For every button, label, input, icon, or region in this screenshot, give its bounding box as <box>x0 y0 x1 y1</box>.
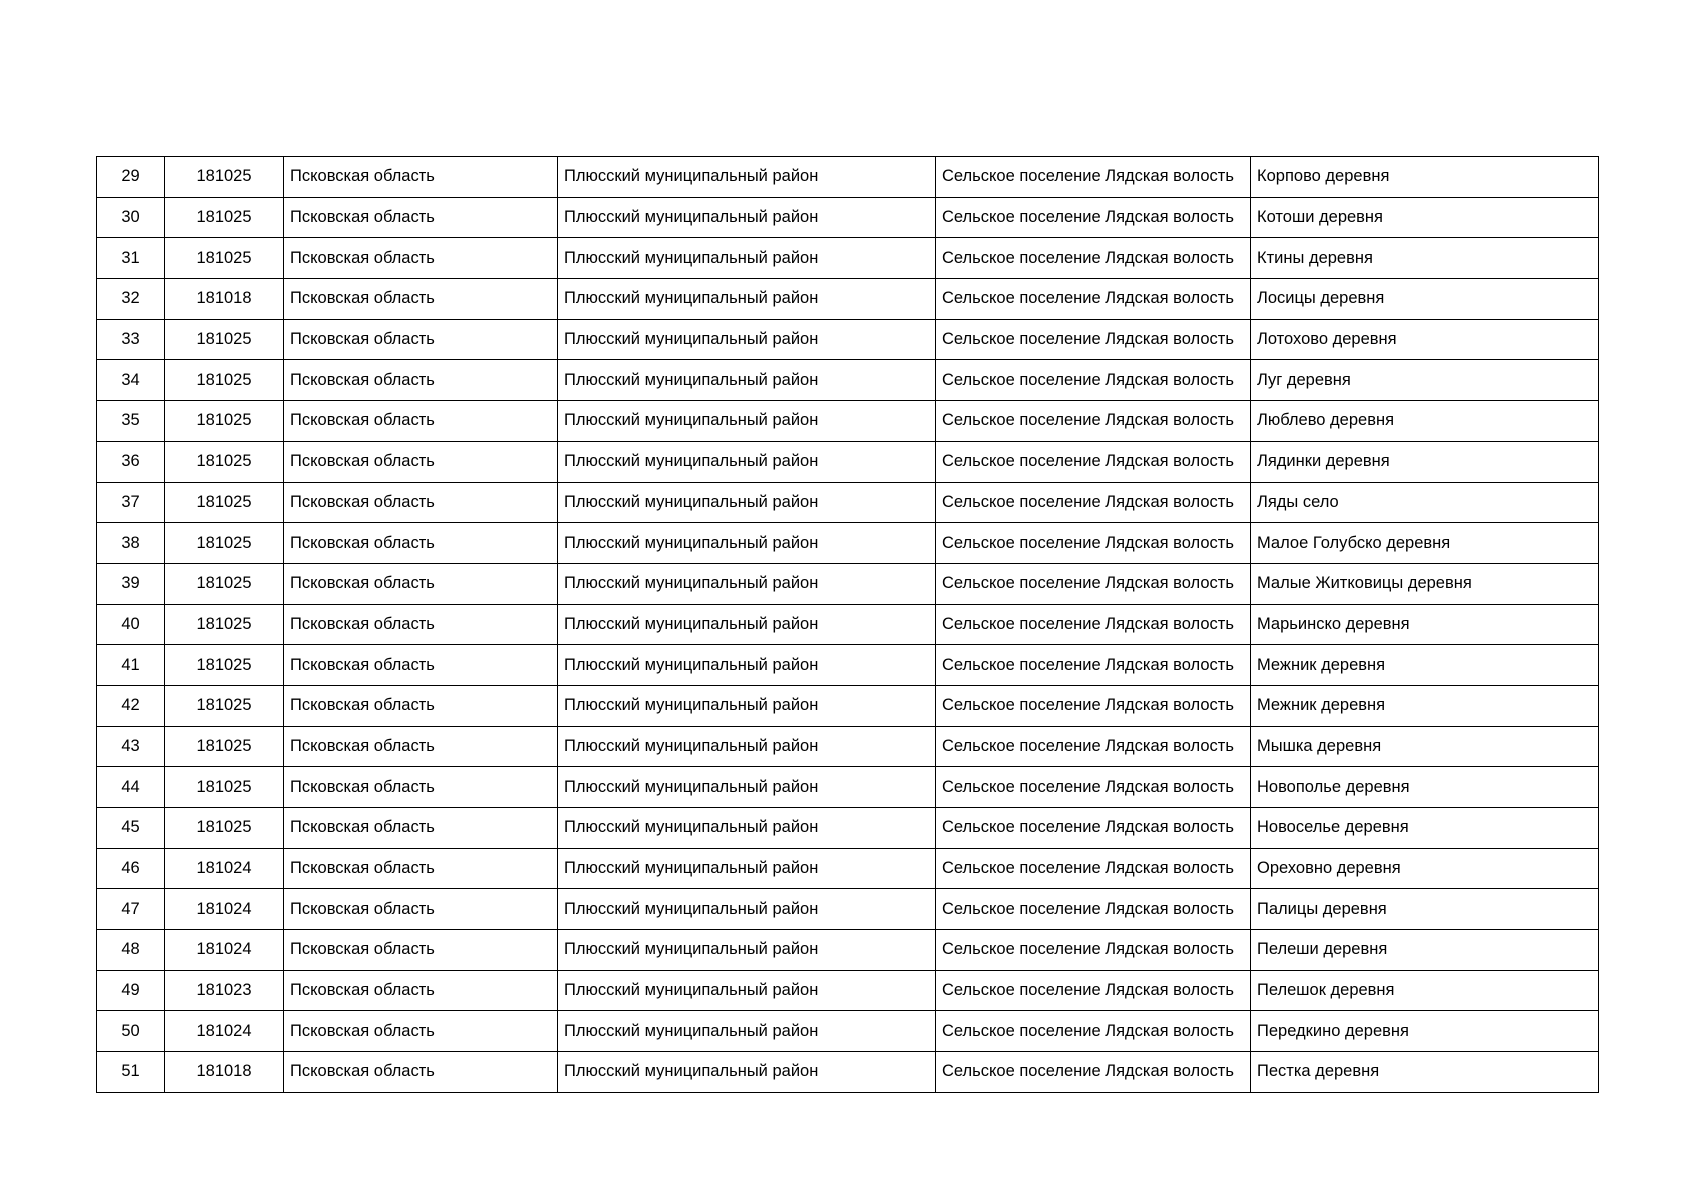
district-cell: Плюсский муниципальный район <box>558 523 936 564</box>
district-cell: Плюсский муниципальный район <box>558 808 936 849</box>
locality-cell: Малые Житковицы деревня <box>1251 563 1599 604</box>
district-cell: Плюсский муниципальный район <box>558 563 936 604</box>
district-cell: Плюсский муниципальный район <box>558 970 936 1011</box>
settlement-cell: Сельское поселение Лядская волость <box>936 401 1251 442</box>
postal-code-cell: 181025 <box>165 645 284 686</box>
table-row <box>97 604 1599 645</box>
row-number-cell: 35 <box>97 401 165 442</box>
row-number-cell: 40 <box>97 604 165 645</box>
settlement-cell: Сельское поселение Лядская волость <box>936 279 1251 320</box>
district-cell: Плюсский муниципальный район <box>558 685 936 726</box>
locality-cell: Передкино деревня <box>1251 1011 1599 1052</box>
row-number-cell: 50 <box>97 1011 165 1052</box>
region-cell: Псковская область <box>284 319 558 360</box>
locality-cell: Мышка деревня <box>1251 726 1599 767</box>
region-cell: Псковская область <box>284 1011 558 1052</box>
table-row <box>97 319 1599 360</box>
settlement-cell: Сельское поселение Лядская волость <box>936 563 1251 604</box>
locality-cell: Новоселье деревня <box>1251 808 1599 849</box>
settlement-cell: Сельское поселение Лядская волость <box>936 482 1251 523</box>
postal-code-cell: 181025 <box>165 767 284 808</box>
district-cell: Плюсский муниципальный район <box>558 401 936 442</box>
row-number-cell: 44 <box>97 767 165 808</box>
locality-cell: Лосицы деревня <box>1251 279 1599 320</box>
district-cell: Плюсский муниципальный район <box>558 1052 936 1093</box>
postal-code-cell: 181025 <box>165 685 284 726</box>
locality-cell: Ктины деревня <box>1251 238 1599 279</box>
district-cell: Плюсский муниципальный район <box>558 319 936 360</box>
locality-cell: Люблево деревня <box>1251 401 1599 442</box>
postal-code-cell: 181025 <box>165 360 284 401</box>
settlement-cell: Сельское поселение Лядская волость <box>936 604 1251 645</box>
district-cell: Плюсский муниципальный район <box>558 645 936 686</box>
table-row <box>97 401 1599 442</box>
row-number-cell: 32 <box>97 279 165 320</box>
postal-code-cell: 181025 <box>165 319 284 360</box>
region-cell: Псковская область <box>284 441 558 482</box>
region-cell: Псковская область <box>284 808 558 849</box>
locality-cell: Лотохово деревня <box>1251 319 1599 360</box>
region-cell: Псковская область <box>284 401 558 442</box>
region-cell: Псковская область <box>284 848 558 889</box>
locality-cell: Межник деревня <box>1251 645 1599 686</box>
locality-cell: Котоши деревня <box>1251 197 1599 238</box>
region-cell: Псковская область <box>284 767 558 808</box>
row-number-cell: 51 <box>97 1052 165 1093</box>
postal-code-cell: 181025 <box>165 197 284 238</box>
district-cell: Плюсский муниципальный район <box>558 360 936 401</box>
settlement-cell: Сельское поселение Лядская волость <box>936 319 1251 360</box>
table-row <box>97 1011 1599 1052</box>
document-page <box>96 156 1599 1093</box>
locality-cell: Новополье деревня <box>1251 767 1599 808</box>
table-row <box>97 441 1599 482</box>
region-cell: Псковская область <box>284 238 558 279</box>
table-row <box>97 279 1599 320</box>
table-row <box>97 360 1599 401</box>
region-cell: Псковская область <box>284 930 558 971</box>
row-number-cell: 46 <box>97 848 165 889</box>
region-cell: Псковская область <box>284 685 558 726</box>
settlement-cell: Сельское поселение Лядская волость <box>936 889 1251 930</box>
district-cell: Плюсский муниципальный район <box>558 767 936 808</box>
locality-cell: Лядинки деревня <box>1251 441 1599 482</box>
settlement-cell: Сельское поселение Лядская волость <box>936 360 1251 401</box>
postal-code-cell: 181025 <box>165 238 284 279</box>
table-row <box>97 523 1599 564</box>
postal-code-cell: 181025 <box>165 563 284 604</box>
region-cell: Псковская область <box>284 563 558 604</box>
postal-code-cell: 181018 <box>165 279 284 320</box>
postal-code-cell: 181023 <box>165 970 284 1011</box>
settlement-cell: Сельское поселение Лядская волость <box>936 685 1251 726</box>
postal-code-cell: 181024 <box>165 1011 284 1052</box>
table-row <box>97 645 1599 686</box>
postal-code-cell: 181024 <box>165 930 284 971</box>
district-cell: Плюсский муниципальный район <box>558 1011 936 1052</box>
postal-code-cell: 181025 <box>165 157 284 198</box>
district-cell: Плюсский муниципальный район <box>558 238 936 279</box>
row-number-cell: 42 <box>97 685 165 726</box>
table-row <box>97 238 1599 279</box>
settlement-cell: Сельское поселение Лядская волость <box>936 970 1251 1011</box>
settlement-cell: Сельское поселение Лядская волость <box>936 848 1251 889</box>
table-row <box>97 970 1599 1011</box>
region-cell: Псковская область <box>284 157 558 198</box>
table-row <box>97 808 1599 849</box>
locality-cell: Корпово деревня <box>1251 157 1599 198</box>
table-row <box>97 1052 1599 1093</box>
locality-cell: Пестка деревня <box>1251 1052 1599 1093</box>
postal-code-cell: 181025 <box>165 482 284 523</box>
settlement-cell: Сельское поселение Лядская волость <box>936 808 1251 849</box>
row-number-cell: 47 <box>97 889 165 930</box>
row-number-cell: 39 <box>97 563 165 604</box>
postal-code-cell: 181024 <box>165 848 284 889</box>
locality-cell: Ляды село <box>1251 482 1599 523</box>
table-row <box>97 889 1599 930</box>
district-cell: Плюсский муниципальный район <box>558 848 936 889</box>
district-cell: Плюсский муниципальный район <box>558 279 936 320</box>
region-cell: Псковская область <box>284 604 558 645</box>
row-number-cell: 49 <box>97 970 165 1011</box>
row-number-cell: 31 <box>97 238 165 279</box>
postal-code-cell: 181025 <box>165 401 284 442</box>
table-row <box>97 726 1599 767</box>
settlement-cell: Сельское поселение Лядская волость <box>936 523 1251 564</box>
locality-cell: Пелеши деревня <box>1251 930 1599 971</box>
table-body <box>97 157 1599 1093</box>
settlement-cell: Сельское поселение Лядская волость <box>936 441 1251 482</box>
district-cell: Плюсский муниципальный район <box>558 604 936 645</box>
row-number-cell: 45 <box>97 808 165 849</box>
region-cell: Псковская область <box>284 523 558 564</box>
table-row <box>97 197 1599 238</box>
settlement-cell: Сельское поселение Лядская волость <box>936 238 1251 279</box>
row-number-cell: 34 <box>97 360 165 401</box>
postal-code-cell: 181018 <box>165 1052 284 1093</box>
locality-cell: Луг деревня <box>1251 360 1599 401</box>
row-number-cell: 30 <box>97 197 165 238</box>
region-cell: Псковская область <box>284 197 558 238</box>
locality-cell: Малое Голубско деревня <box>1251 523 1599 564</box>
region-cell: Псковская область <box>284 889 558 930</box>
region-cell: Псковская область <box>284 726 558 767</box>
row-number-cell: 48 <box>97 930 165 971</box>
district-cell: Плюсский муниципальный район <box>558 930 936 971</box>
district-cell: Плюсский муниципальный район <box>558 889 936 930</box>
district-cell: Плюсский муниципальный район <box>558 441 936 482</box>
postal-code-cell: 181025 <box>165 726 284 767</box>
table-row <box>97 685 1599 726</box>
district-cell: Плюсский муниципальный район <box>558 157 936 198</box>
row-number-cell: 43 <box>97 726 165 767</box>
row-number-cell: 38 <box>97 523 165 564</box>
settlement-cell: Сельское поселение Лядская волость <box>936 1052 1251 1093</box>
row-number-cell: 36 <box>97 441 165 482</box>
row-number-cell: 37 <box>97 482 165 523</box>
table-row <box>97 930 1599 971</box>
region-cell: Псковская область <box>284 482 558 523</box>
locality-table <box>96 156 1599 1093</box>
locality-cell: Межник деревня <box>1251 685 1599 726</box>
postal-code-cell: 181025 <box>165 604 284 645</box>
postal-code-cell: 181025 <box>165 523 284 564</box>
region-cell: Псковская область <box>284 970 558 1011</box>
district-cell: Плюсский муниципальный район <box>558 726 936 767</box>
locality-cell: Палицы деревня <box>1251 889 1599 930</box>
district-cell: Плюсский муниципальный район <box>558 197 936 238</box>
locality-cell: Пелешок деревня <box>1251 970 1599 1011</box>
table-row <box>97 767 1599 808</box>
row-number-cell: 29 <box>97 157 165 198</box>
settlement-cell: Сельское поселение Лядская волость <box>936 197 1251 238</box>
settlement-cell: Сельское поселение Лядская волость <box>936 645 1251 686</box>
table-row <box>97 157 1599 198</box>
settlement-cell: Сельское поселение Лядская волость <box>936 726 1251 767</box>
region-cell: Псковская область <box>284 1052 558 1093</box>
settlement-cell: Сельское поселение Лядская волость <box>936 157 1251 198</box>
region-cell: Псковская область <box>284 279 558 320</box>
table-row <box>97 563 1599 604</box>
table-row <box>97 848 1599 889</box>
postal-code-cell: 181025 <box>165 441 284 482</box>
row-number-cell: 33 <box>97 319 165 360</box>
district-cell: Плюсский муниципальный район <box>558 482 936 523</box>
settlement-cell: Сельское поселение Лядская волость <box>936 1011 1251 1052</box>
locality-cell: Марьинско деревня <box>1251 604 1599 645</box>
row-number-cell: 41 <box>97 645 165 686</box>
settlement-cell: Сельское поселение Лядская волость <box>936 930 1251 971</box>
settlement-cell: Сельское поселение Лядская волость <box>936 767 1251 808</box>
postal-code-cell: 181025 <box>165 808 284 849</box>
table-row <box>97 482 1599 523</box>
region-cell: Псковская область <box>284 645 558 686</box>
locality-cell: Ореховно деревня <box>1251 848 1599 889</box>
postal-code-cell: 181024 <box>165 889 284 930</box>
region-cell: Псковская область <box>284 360 558 401</box>
